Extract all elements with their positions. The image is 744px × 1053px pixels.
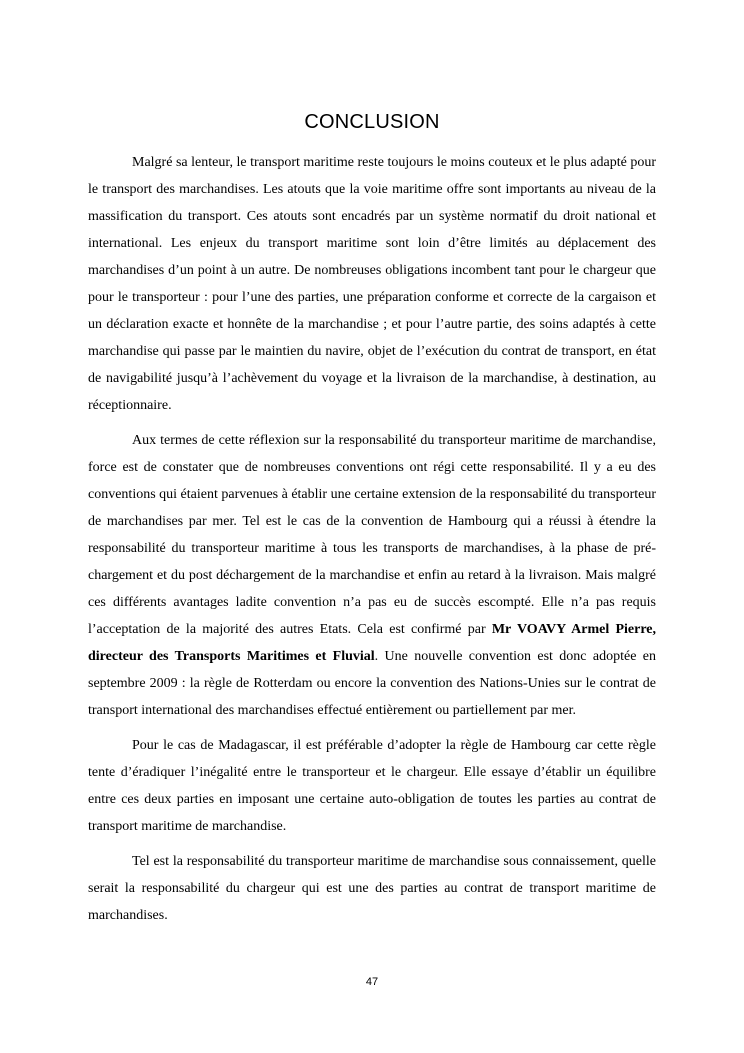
paragraph-1: Malgré sa lenteur, le transport maritime reste toujours le moins couteux et le plus adapté pour le transport des marchandises. Les atouts que la voie maritime offre sont importants au niveau de la massification du transport. Ces atouts sont encadrés par un système normatif du droit national et international. Les enjeux du transport maritime sont loin d’être limités au déplacement des marchandises d’un point à un autre. De nombreuses obligations incombent tant pour le chargeur que pour le transporteur : pour l’une des parties, une préparation conforme et correcte de la cargaison et un déclaration exacte et honnête de la marchandise ; et pour l’autre partie, des soins adaptés à cette marchandise qui passe par le maintien du navire, objet de l’exécution du contrat de transport, en état de navigabilité jusqu’à l’achèvement du voyage et la livraison de la marchandise, à destination, au réceptionnaire. xyxy=(88,155,656,413)
paragraph-2-text-after: . Une nouvelle convention est donc adoptée en septembre 2009 : la règle de Rotterdam ou encore la convention des Nations-Unies sur le contrat de transport international des marchandises effectué entièrement ou partiellement par mer. xyxy=(88,649,657,718)
paragraph-3: Pour le cas de Madagascar, il est préférable d’adopter la règle de Hambourg car cette règle tente d’éradiquer l’inégalité entre le transporteur et le chargeur. Elle essaye d’établir un équilibre entre ces deux parties en imposant une certaine auto-obligation de toutes les parties au contrat de transport maritime de marchandise. xyxy=(88,738,656,834)
body-text xyxy=(88,149,656,937)
page-number: 47 xyxy=(365,976,379,988)
paragraph-4: Tel est la responsabilité du transporteur maritime de marchandise sous connaissement, quelle serait la responsabilité du chargeur qui est une des parties au contrat de transport maritime de marchandises. xyxy=(88,854,656,923)
paragraph-2-text-before: Aux termes de cette réflexion sur la responsabilité du transporteur maritime de marchandise, force est de constater que de nombreuses conventions ont régi cette responsabilité. Il y a eu des conventions qui étaient parvenues à établir une certaine extension de la responsabilité du transporteur de marchandises par mer. Tel est le cas de la convention de Hambourg qui a réussi à étendre la responsabilité du transporteur maritime à tous les transports de marchandises, à la phase de pré-chargement et du post déchargement de la marchandise et enfin au retard à la livraison. Mais malgré ces différents avantages ladite convention n’a pas eu de succès escompté. Elle n’a pas requis l’acceptation de la majorité des autres Etats. Cela est confirmé par xyxy=(88,433,656,637)
paragraph-2 xyxy=(88,427,656,724)
paragraph-2-bold-name: Mr VOAVY Armel Pierre, directeur des Transports Maritimes et Fluvial xyxy=(88,622,657,664)
page-title: CONCLUSION xyxy=(304,111,440,133)
